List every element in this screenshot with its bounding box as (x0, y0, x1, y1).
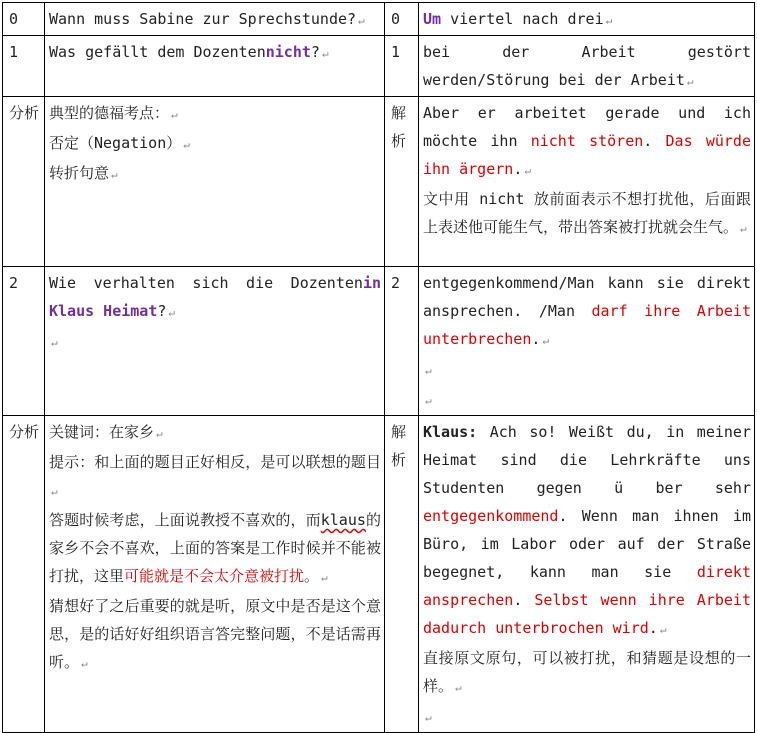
answer-cell: Um viertel nach drei ↵ (419, 3, 755, 36)
question-number: 2 (3, 267, 45, 416)
answer-number: 0 (385, 3, 419, 36)
answer-cell: entgegenkommend/Man kann sie direkt ansprechen. /Man darf ihre Arbeit unterbrechen. ↵ ↵ ↵ (419, 267, 755, 416)
table-row (3, 3, 755, 36)
analysis-label: 分析 (3, 97, 45, 267)
question-number: 0 (3, 3, 45, 36)
question-cell: Wie verhalten sich die Dozentenin Klaus Heimat? ↵ ↵ (45, 267, 385, 416)
table-row (3, 97, 755, 267)
answer-number: 2 (385, 267, 419, 416)
question-cell: Was gefällt dem Dozentennicht? ↵ (45, 36, 385, 97)
analysis-cell: 典型的德福考点： ↵ 否定（Negation） ↵ 转折句意 ↵ (45, 97, 385, 267)
question-highlight: in Klaus Heimat (49, 274, 381, 320)
qa-table (2, 2, 755, 733)
answer-highlight: Um (423, 10, 442, 28)
table-row (3, 36, 755, 97)
explanation-label: 解析 (385, 416, 419, 733)
answer-number: 1 (385, 36, 419, 97)
explanation-cell: Klaus: Ach so! Weißt du, in meiner Heimat sind die Lehrkräfte uns Studenten gegen ü ber sehr entgegenkommend. Wenn man ihnen im Büro, im Labor oder auf der Straße begegnet, kann man sie direkt ansprechen. Selbst wenn ihre Arbeit dadurch unterbrochen wird. ↵ 直接原文原句，可以被打扰，和猜题是设想的一样。 ↵ ↵ (419, 416, 755, 733)
explanation-label: 解析 (385, 97, 419, 267)
table-row (3, 416, 755, 733)
table-row (3, 267, 755, 416)
analysis-cell: 关键词：在家乡 ↵ 提示：和上面的题目正好相反，是可以联想的题目↵ 答题时候考虑，上面说教授不喜欢的，而klaus的家乡不会不喜欢，上面的答案是工作时候并不能被打扰，这里可能就是不会太介意被打扰。 ↵ 猜想好了之后重要的就是听，原文中是否是这个意思，是的话好好组织语言答完整问题，不是话需再听。 ↵ (45, 416, 385, 733)
question-cell: Wann muss Sabine zur Sprechstunde? ↵ (45, 3, 385, 36)
answer-cell: bei der Arbeit gestört werden/Störung bei der Arbeit ↵ (419, 36, 755, 97)
explanation-cell: Aber er arbeitet gerade und ich möchte ihn nicht stören. Das würde ihn ärgern. ↵ 文中用 nicht 放前面表示不想打扰他，后面跟上表述他可能生气，带出答案被打扰就会生气。 ↵ (419, 97, 755, 267)
klaus-word: klaus (320, 511, 366, 529)
question-number: 1 (3, 36, 45, 97)
speaker-name: Klaus: (423, 423, 478, 441)
analysis-label: 分析 (3, 416, 45, 733)
question-highlight: nicht (265, 43, 311, 61)
